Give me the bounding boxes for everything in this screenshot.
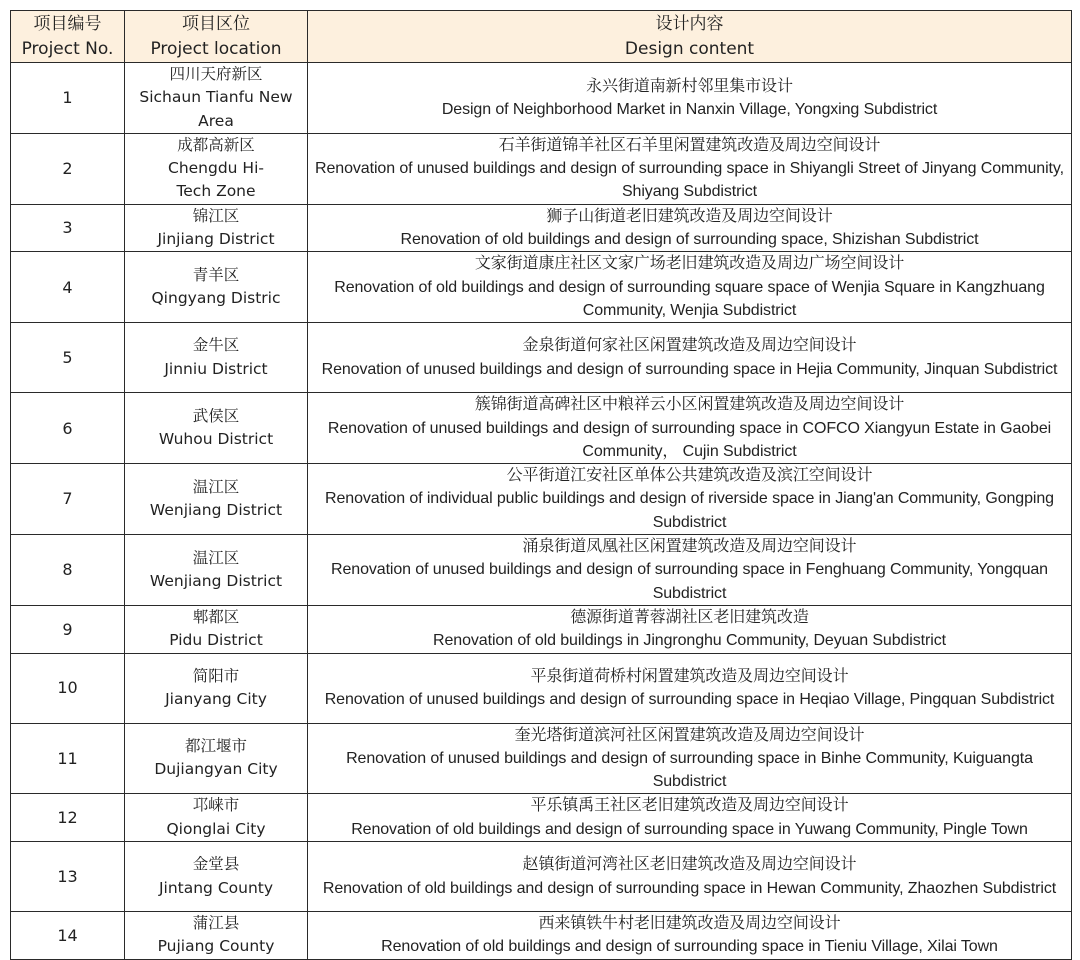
design-content bbox=[308, 535, 1072, 606]
project-no: 2 bbox=[11, 133, 125, 204]
location-en: Sichaun Tianfu New Area bbox=[139, 88, 293, 130]
table-row bbox=[11, 63, 1072, 134]
content-zh: 文家街道康庄社区文家广场老旧建筑改造及周边广场空间设计 bbox=[474, 255, 905, 273]
design-content bbox=[308, 252, 1072, 323]
location-zh: 蒲江县 bbox=[192, 914, 240, 933]
location-en: Wuhou District bbox=[158, 430, 274, 449]
header-no-zh: 项目编号 bbox=[33, 13, 102, 34]
location-en: Qionglai City bbox=[166, 819, 266, 838]
location-zh: 锦江区 bbox=[192, 206, 240, 225]
content-zh: 涌泉街道凤凰社区闲置建筑改造及周边空间设计 bbox=[522, 538, 857, 556]
location-zh: 温江区 bbox=[192, 477, 240, 496]
location-en: Jintang County bbox=[158, 878, 274, 897]
project-no: 5 bbox=[11, 323, 125, 393]
design-content bbox=[308, 63, 1072, 134]
project-location bbox=[125, 464, 308, 535]
project-no: 10 bbox=[11, 653, 125, 723]
content-en: Design of Neighborhood Market in Nanxin Village, Yongxing Subdistrict bbox=[441, 100, 938, 118]
location-en: Jianyang City bbox=[165, 690, 267, 709]
content-en: Renovation of old buildings and design of surrounding space in Tieniu Village, Xilai Town bbox=[381, 938, 998, 956]
header-project-no bbox=[11, 11, 125, 63]
location-en: Wenjiang District bbox=[149, 501, 283, 520]
project-no: 3 bbox=[11, 204, 125, 252]
project-no: 6 bbox=[11, 393, 125, 464]
project-no: 7 bbox=[11, 464, 125, 535]
project-location bbox=[125, 912, 308, 960]
location-en: Chengdu Hi-Tech Zone bbox=[168, 159, 264, 201]
content-zh: 奎光塔街道滨河社区闲置建筑改造及周边空间设计 bbox=[514, 726, 865, 744]
table-row bbox=[11, 842, 1072, 912]
location-zh: 都江堰市 bbox=[184, 737, 247, 756]
location-zh: 青羊区 bbox=[192, 266, 240, 285]
design-content bbox=[308, 723, 1072, 794]
table-row bbox=[11, 912, 1072, 960]
project-no: 1 bbox=[11, 63, 125, 134]
content-zh: 西来镇铁牛村老旧建筑改造及周边空间设计 bbox=[538, 915, 841, 933]
location-zh: 金牛区 bbox=[192, 336, 240, 355]
table-row bbox=[11, 252, 1072, 323]
project-location bbox=[125, 133, 308, 204]
project-no: 13 bbox=[11, 842, 125, 912]
content-zh: 狮子山街道老旧建筑改造及周边空间设计 bbox=[546, 207, 833, 225]
location-en: Dujiangyan City bbox=[154, 760, 278, 779]
table-row bbox=[11, 653, 1072, 723]
location-zh: 金堂县 bbox=[192, 855, 240, 874]
content-en: Renovation of old buildings and design of surrounding square space of Wenjia Square in Kangzhuang Community, Wenjia Subdistrict bbox=[334, 278, 1045, 319]
content-en: Renovation of old buildings in Jingronghu Community, Deyuan Subdistrict bbox=[433, 632, 946, 650]
location-en: Qingyang Distric bbox=[151, 289, 281, 308]
header-no-en: Project No. bbox=[21, 38, 114, 59]
content-en: Renovation of old buildings and design of surrounding space in Hewan Community, Zhaozhen Subdistrict bbox=[322, 879, 1057, 897]
location-zh: 武侯区 bbox=[192, 406, 240, 425]
content-en: Renovation of unused buildings and design of surrounding space in Binhe Community, Kuiguangta Subdistrict bbox=[346, 749, 1033, 791]
location-en: Wenjiang District bbox=[149, 571, 283, 590]
content-zh: 永兴街道南新村邻里集市设计 bbox=[586, 77, 793, 95]
project-location bbox=[125, 535, 308, 606]
location-zh: 温江区 bbox=[192, 548, 240, 567]
location-zh: 简阳市 bbox=[192, 666, 240, 685]
table-row bbox=[11, 605, 1072, 653]
project-location bbox=[125, 794, 308, 842]
table-row bbox=[11, 393, 1072, 464]
location-zh: 成都高新区 bbox=[177, 135, 255, 154]
content-en: Renovation of unused buildings and design of surrounding space in COFCO Xiangyun Estate in Gaobei Community， Cujin Subdistrict bbox=[327, 419, 1052, 460]
design-content bbox=[308, 794, 1072, 842]
design-content bbox=[308, 204, 1072, 252]
project-location bbox=[125, 393, 308, 464]
content-zh: 赵镇街道河湾社区老旧建筑改造及周边空间设计 bbox=[522, 856, 857, 874]
header-content-zh: 设计内容 bbox=[655, 13, 724, 34]
project-location bbox=[125, 323, 308, 393]
content-zh: 德源街道菁蓉湖社区老旧建筑改造 bbox=[570, 608, 809, 626]
content-zh: 公平街道江安社区单体公共建筑改造及滨江空间设计 bbox=[506, 467, 873, 485]
content-zh: 平泉街道荷桥村闲置建筑改造及周边空间设计 bbox=[530, 667, 849, 685]
content-zh: 平乐镇禹王社区老旧建筑改造及周边空间设计 bbox=[530, 797, 849, 815]
location-en: Jinjiang District bbox=[157, 230, 275, 249]
design-content bbox=[308, 605, 1072, 653]
table-row bbox=[11, 464, 1072, 535]
location-zh: 四川天府新区 bbox=[169, 65, 263, 83]
design-content bbox=[308, 912, 1072, 960]
project-no: 9 bbox=[11, 605, 125, 653]
header-content-en: Design content bbox=[624, 38, 755, 59]
project-location bbox=[125, 63, 308, 134]
project-location bbox=[125, 842, 308, 912]
content-zh: 金泉街道何家社区闲置建筑改造及周边空间设计 bbox=[522, 337, 857, 355]
table-row bbox=[11, 204, 1072, 252]
content-en: Renovation of unused buildings and design of surrounding space in Hejia Community, Jinquan Subdistrict bbox=[321, 360, 1058, 378]
design-content bbox=[308, 393, 1072, 464]
table-row bbox=[11, 535, 1072, 606]
project-location bbox=[125, 723, 308, 794]
project-no: 11 bbox=[11, 723, 125, 794]
design-content bbox=[308, 464, 1072, 535]
header-design-content bbox=[308, 11, 1072, 63]
location-zh: 邛崃市 bbox=[192, 796, 240, 815]
location-en: Pujiang County bbox=[157, 937, 275, 956]
design-content bbox=[308, 323, 1072, 393]
table-row bbox=[11, 323, 1072, 393]
project-location bbox=[125, 605, 308, 653]
content-zh: 簇锦街道高碑社区中粮祥云小区闲置建筑改造及周边空间设计 bbox=[474, 396, 905, 414]
content-en: Renovation of unused buildings and design of surrounding space in Shiyangli Street of Jinyang Community, Shiyang Subdistrict bbox=[315, 160, 1064, 201]
content-en: Renovation of individual public buildings and design of riverside space in Jiang'an Community, Gongping Subdistrict bbox=[325, 490, 1054, 531]
project-location bbox=[125, 204, 308, 252]
content-en: Renovation of unused buildings and design of surrounding space in Heqiao Village, Pingquan Subdistrict bbox=[324, 691, 1055, 709]
content-en: Renovation of old buildings and design of surrounding space, Shizishan Subdistrict bbox=[400, 231, 979, 249]
project-location bbox=[125, 252, 308, 323]
design-content bbox=[308, 653, 1072, 723]
table-header-row bbox=[11, 11, 1072, 63]
location-zh: 郫都区 bbox=[192, 607, 240, 626]
table-row bbox=[11, 723, 1072, 794]
header-location-zh: 项目区位 bbox=[182, 13, 250, 34]
content-en: Renovation of unused buildings and design of surrounding space in Fenghuang Community, Yongquan Subdistrict bbox=[331, 561, 1048, 602]
project-no: 4 bbox=[11, 252, 125, 323]
project-no: 12 bbox=[11, 794, 125, 842]
content-zh: 石羊街道锦羊社区石羊里闲置建筑改造及周边空间设计 bbox=[498, 136, 881, 154]
content-en: Renovation of old buildings and design of surrounding space in Yuwang Community, Pingle Town bbox=[351, 820, 1028, 838]
project-no: 14 bbox=[11, 912, 125, 960]
header-location-en: Project location bbox=[150, 38, 282, 59]
table-row bbox=[11, 794, 1072, 842]
project-no: 8 bbox=[11, 535, 125, 606]
design-content bbox=[308, 133, 1072, 204]
location-en: Pidu District bbox=[169, 631, 263, 650]
location-en: Jinniu District bbox=[164, 359, 268, 378]
project-location bbox=[125, 653, 308, 723]
table-row bbox=[11, 133, 1072, 204]
projects-table bbox=[10, 10, 1072, 960]
header-project-location bbox=[125, 11, 308, 63]
design-content bbox=[308, 842, 1072, 912]
